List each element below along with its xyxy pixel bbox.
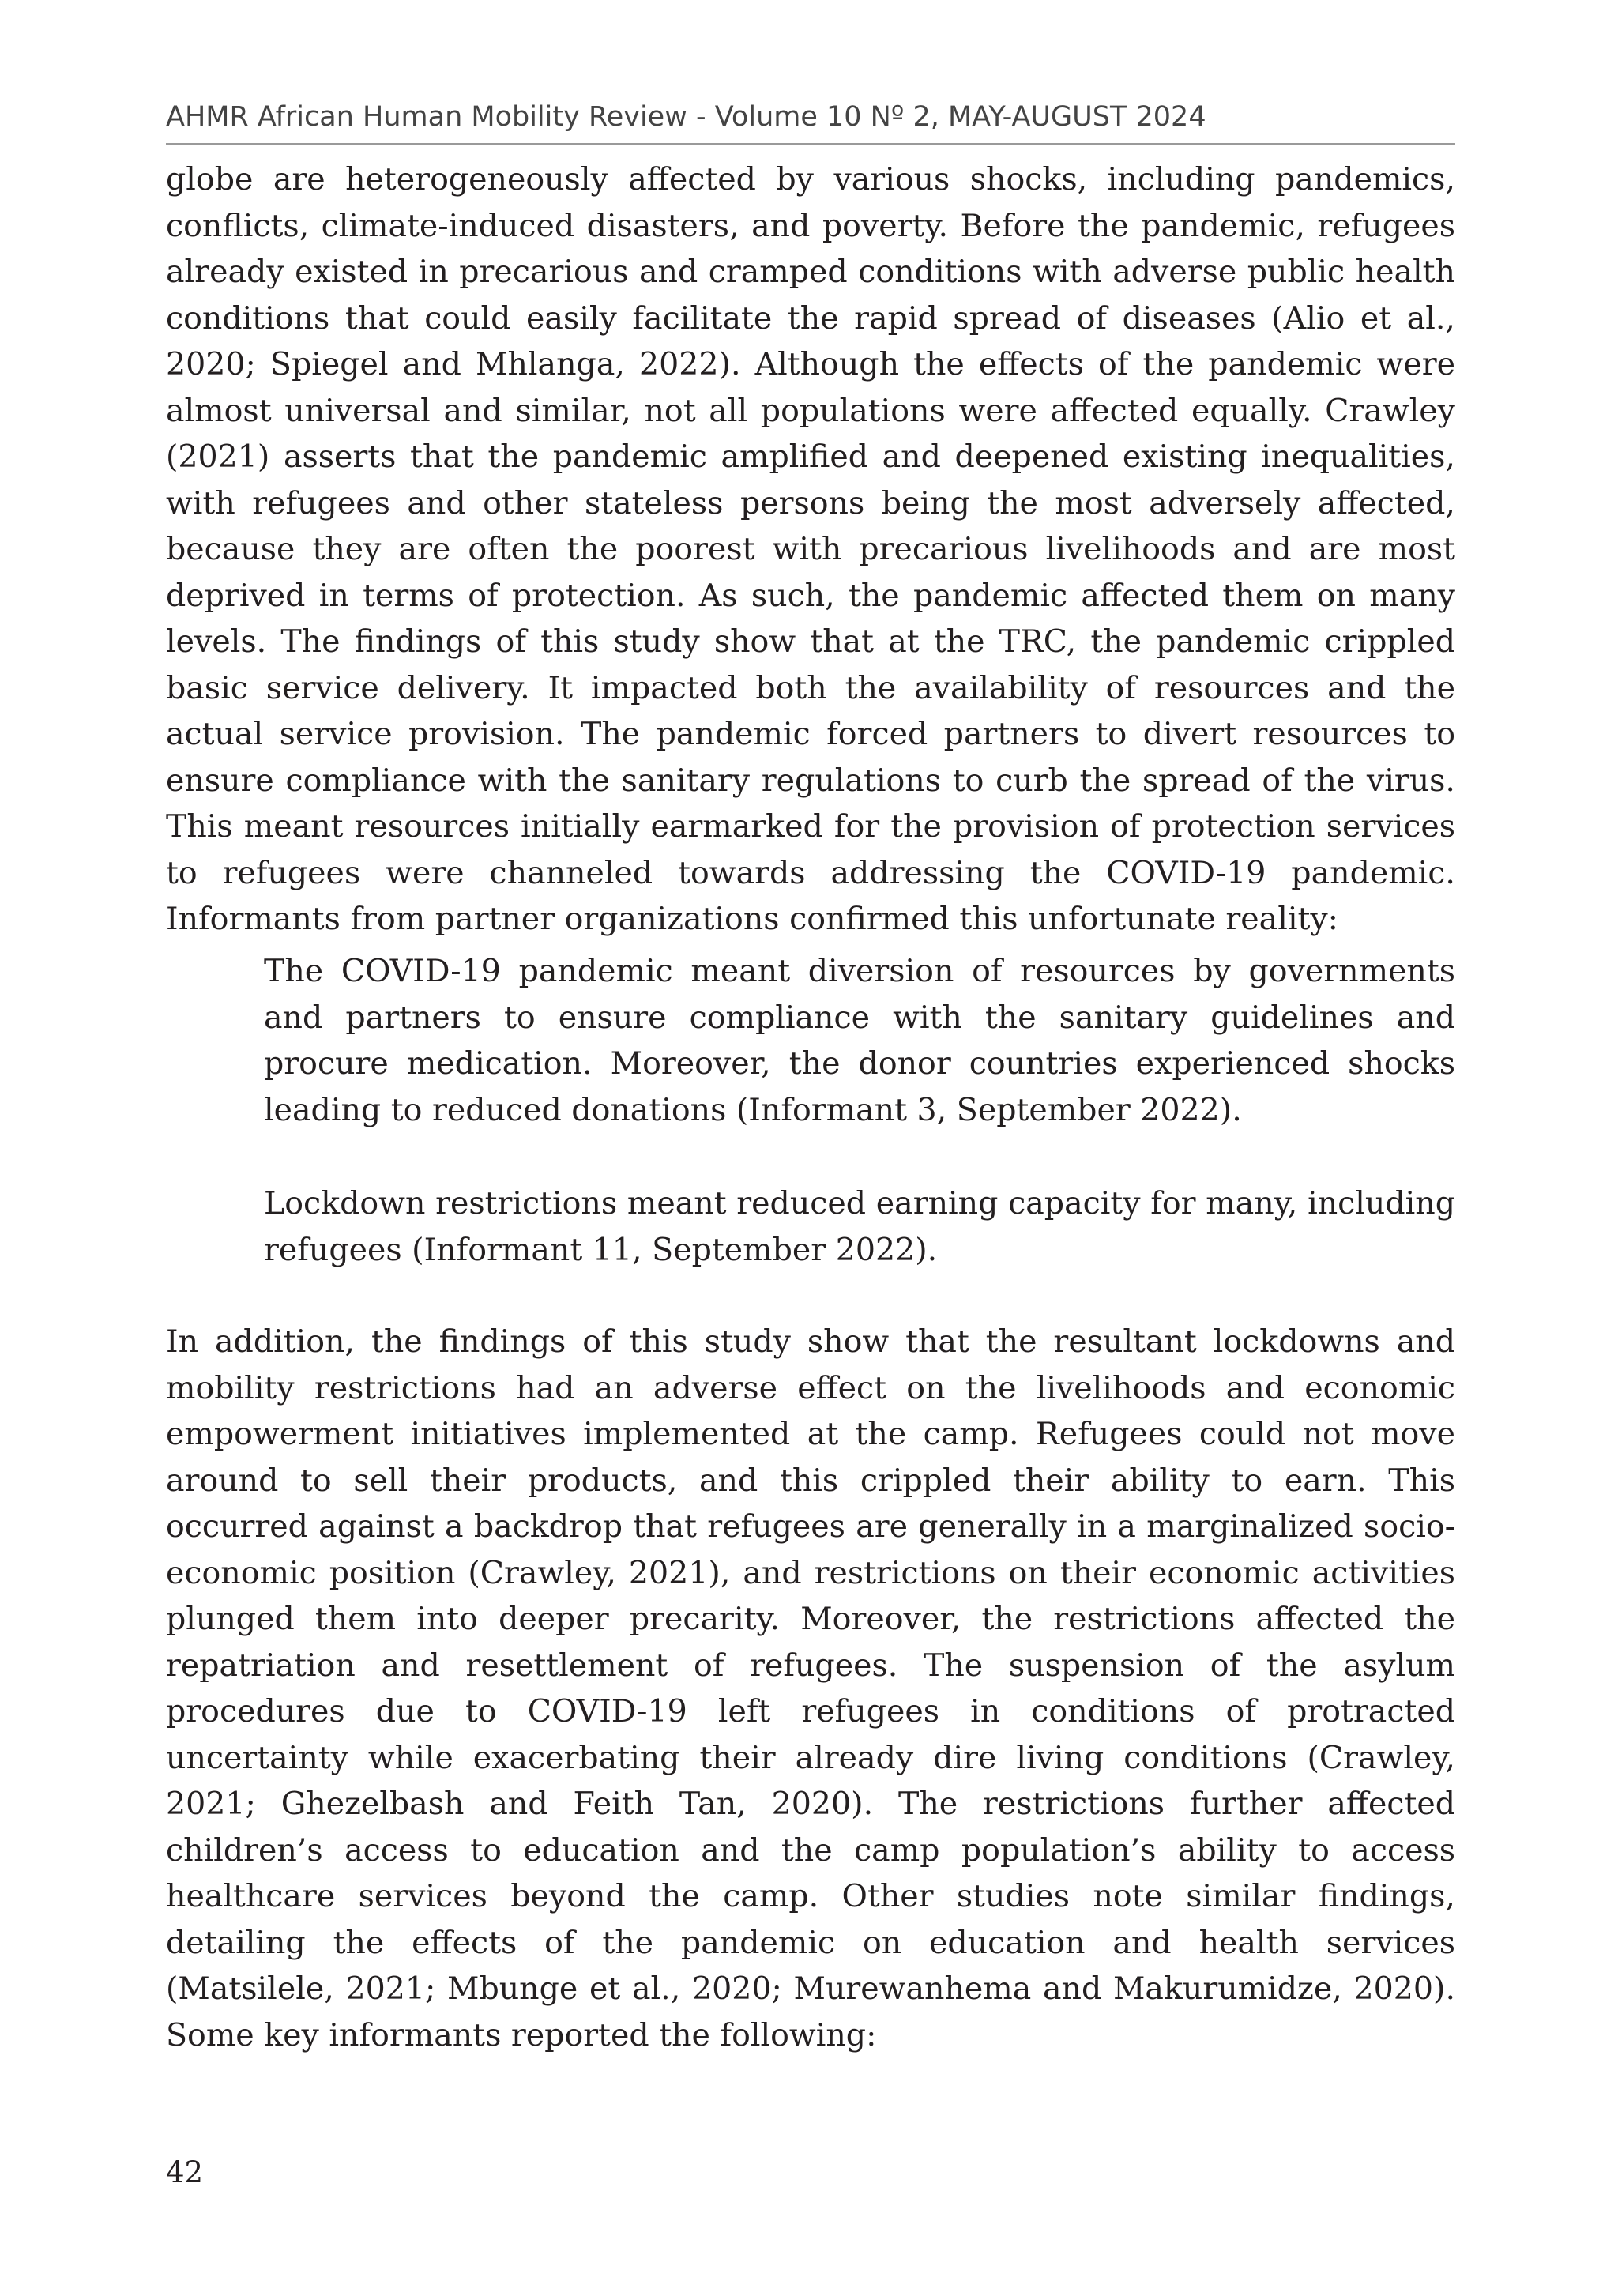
block-quote-1: The COVID-19 pandemic meant diversion of resources by governments and partners to ensure compliance with the sanitary guidelines and procure medication. Moreover, the donor countries experienced shocks leading to reduced donations (Informant 3, September 2022). (264, 953, 1455, 1128)
body-paragraph-1: globe are heterogeneously affected by various shocks, including pandemics, conflicts, climate-induced disasters, and poverty. Before the pandemic, refugees already existed in precarious and cramped conditions with adverse public health conditions that could easily facilitate the rapid spread of diseases (Alio et al., 2020; Spiegel and Mhlanga, 2022). Although the effects of the pandemic were almost universal and similar, not all populations were affected equally. Crawley (2021) asserts that the pandemic amplified and deepened existing inequalities, with refugees and other stateless persons being the most adversely affected, because they are often the poorest with precarious livelihoods and are most deprived in terms of protection. As such, the pandemic affected them on many levels. The findings of this study show that at the TRC, the pandemic crippled basic service delivery. It impacted both the availability of resources and the actual service provision. The pandemic forced partners to divert resources to ensure compliance with the sanitary regulations to curb the spread of the virus. This meant resources initially earmarked for the provision of protection services to refugees were channeled towards addressing the COVID-19 pandemic. Informants from partner organizations confirmed this unfortunate reality: (166, 161, 1455, 937)
running-head: AHMR African Human Mobility Review - Volume 10 Nº 2, MAY-AUGUST 2024 (166, 101, 1206, 133)
page-number: 42 (166, 2155, 204, 2189)
header-rule (166, 143, 1455, 145)
body-paragraph-2: In addition, the findings of this study show that the resultant lockdowns and mobility restrictions had an adverse effect on the livelihoods and economic empowerment initiatives implemented at the camp. Refugees could not move around to sell their products, and this crippled their ability to earn. This occurred against a backdrop that refugees are generally in a marginalized socio-economic position (Crawley, 2021), and restrictions on their economic activities plunged them into deeper precarity. Moreover, the restrictions affected the repatriation and resettlement of refugees. The suspension of the asylum procedures due to COVID-19 left refugees in conditions of protracted uncertainty while exacerbating their already dire living conditions (Crawley, 2021; Ghezelbash and Feith Tan, 2020). The restrictions further affected children’s access to education and the camp population’s ability to access healthcare services beyond the camp. Other studies note similar findings, detailing the effects of the pandemic on education and health services (Matsilele, 2021; Mbunge et al., 2020; Murewanhema and Makurumidze, 2020). Some key informants reported the following: (166, 1323, 1455, 2053)
block-quote-2: Lockdown restrictions meant reduced earning capacity for many, including refugees (Informant 11, September 2022). (264, 1185, 1455, 1268)
